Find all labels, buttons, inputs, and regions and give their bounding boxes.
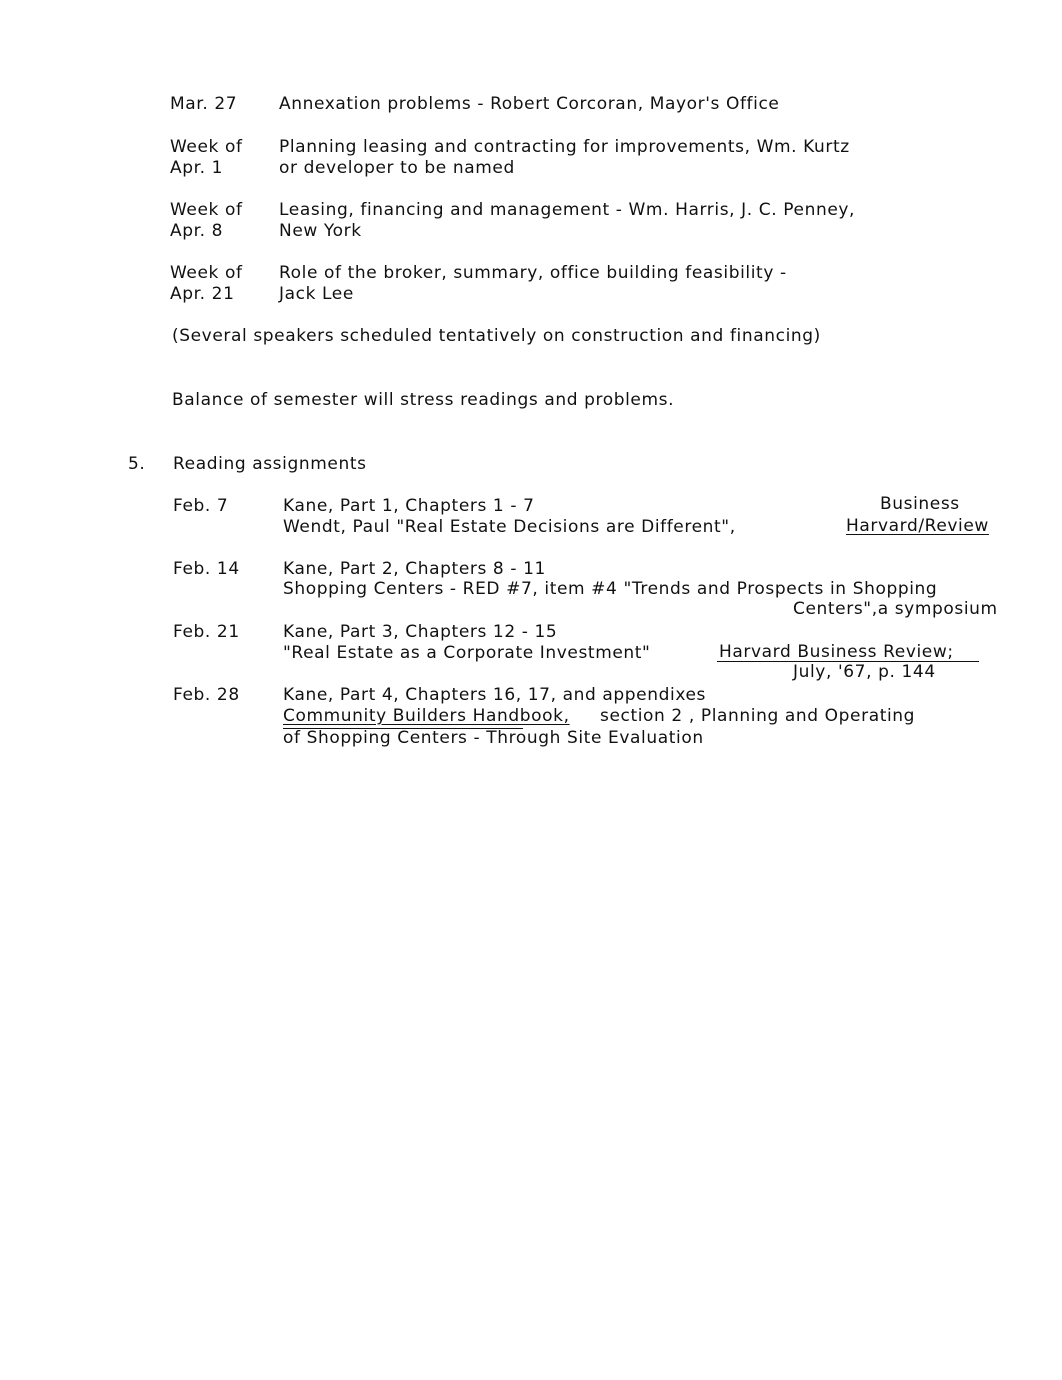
section-title: Reading assignments	[173, 454, 367, 474]
schedule-text-1: Annexation problems - Robert Corcoran, Mayor's Office	[279, 94, 780, 114]
several-speakers-note: (Several speakers scheduled tentatively on construction and financing)	[172, 326, 821, 346]
reading-feb28-line1: Kane, Part 4, Chapters 16, 17, and appendixes	[283, 685, 706, 705]
schedule-text-4b: Jack Lee	[279, 284, 354, 304]
schedule-text-3b: New York	[279, 221, 362, 241]
reading-feb14-line3: Centers",a symposium	[793, 599, 998, 619]
reading-feb7-line1: Kane, Part 1, Chapters 1 - 7	[283, 496, 535, 516]
reading-feb21-journal: Harvard Business Review;	[719, 642, 954, 662]
reading-feb7-journal: Harvard/Review	[846, 516, 989, 536]
schedule-date-3b: Apr. 8	[170, 221, 224, 241]
reading-feb7-line2: Wendt, Paul "Real Estate Decisions are Different",	[283, 517, 736, 537]
schedule-date-3a: Week of	[170, 200, 243, 220]
schedule-text-2a: Planning leasing and contracting for improvements, Wm. Kurtz	[279, 137, 850, 157]
reading-feb21-line2: "Real Estate as a Corporate Investment"	[283, 643, 651, 663]
schedule-date-4a: Week of	[170, 263, 243, 283]
reading-date-feb21: Feb. 21	[173, 622, 240, 642]
reading-feb7-insert: Business	[880, 494, 960, 514]
reading-feb28-book: Community Builders Handbook,	[283, 706, 570, 726]
schedule-text-2b: or developer to be named	[279, 158, 515, 178]
reading-feb21-line1: Kane, Part 3, Chapters 12 - 15	[283, 622, 558, 642]
reading-feb14-line2: Shopping Centers - RED #7, item #4 "Trends and Prospects in Shopping	[283, 579, 938, 599]
reading-date-feb28: Feb. 28	[173, 685, 240, 705]
reading-feb28-rest: section 2 , Planning and Operating	[600, 706, 916, 726]
schedule-date-2a: Week of	[170, 137, 243, 157]
schedule-text-3a: Leasing, financing and management - Wm. Harris, J. C. Penney,	[279, 200, 856, 220]
schedule-date-1: Mar. 27	[170, 94, 238, 114]
reading-feb14-line1: Kane, Part 2, Chapters 8 - 11	[283, 559, 546, 579]
balance-note: Balance of semester will stress readings and problems.	[172, 390, 675, 410]
reading-feb28-line3: of Shopping Centers - Through Site Evaluation	[283, 728, 704, 748]
schedule-text-4a: Role of the broker, summary, office building feasibility -	[279, 263, 787, 283]
reading-feb21-line3: July, '67, p. 144	[793, 662, 936, 682]
schedule-date-2b: Apr. 1	[170, 158, 224, 178]
schedule-date-4b: Apr. 21	[170, 284, 235, 304]
reading-date-feb14: Feb. 14	[173, 559, 240, 579]
reading-date-feb7: Feb. 7	[173, 496, 229, 516]
section-number: 5.	[128, 454, 146, 474]
